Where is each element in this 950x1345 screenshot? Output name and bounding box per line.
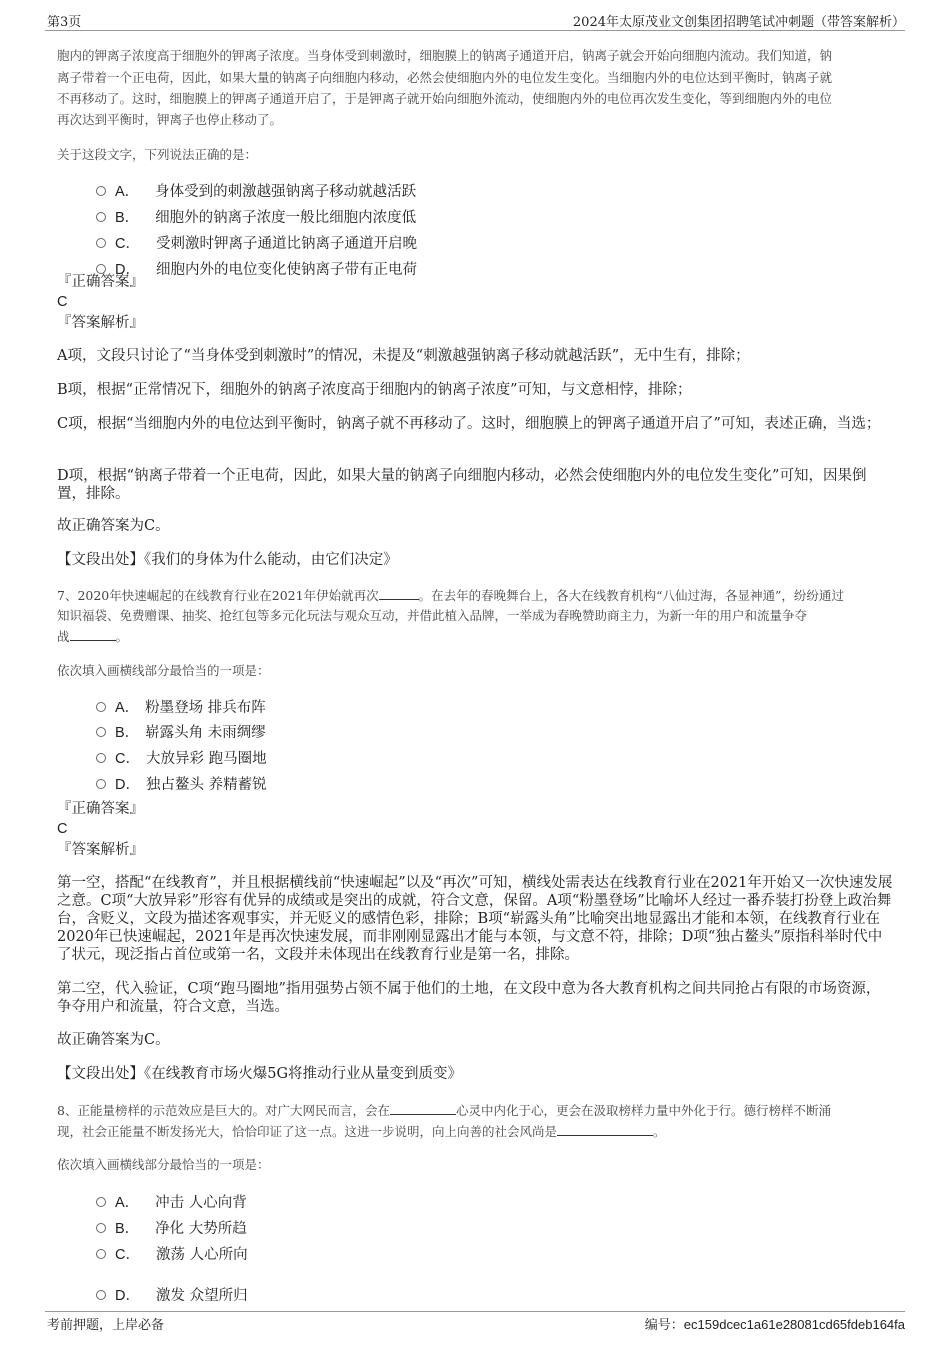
q8-option-c[interactable]: C． 激荡 人心所向 <box>96 1243 248 1264</box>
radio-icon[interactable] <box>96 779 106 789</box>
radio-icon[interactable] <box>96 212 106 222</box>
q6-analysis-c: C项，根据“当细胞内外的电位达到平衡时，钠离子就不再移动了。这时，细胞膜上的钾离子通道开启了”可知，表述正确，当选； <box>57 416 881 432</box>
q6-analysis-d: D项，根据“钠离子带着一个正电荷，因此，如果大量的钠离子向细胞内移动，必然会使细胞内外的电位发生变化”可知，因果倒置，排除。 <box>57 468 867 502</box>
q6-question: 关于这段文字，下列说法正确的是： <box>57 147 258 162</box>
footer-code: 编号：ec159dcec1a61e28081cd65fdeb164fa <box>644 1317 905 1333</box>
q6-answer: C <box>57 294 68 310</box>
q6-option-c[interactable]: C． 受刺激时钾离子通道比钠离子通道开启晚 <box>96 232 417 253</box>
q6-option-a[interactable]: A． 身体受到的刺激越强钠离子移动就越活跃 <box>96 180 416 201</box>
q6-passage-line: 再次达到平衡时，钾离子也停止移动了。 <box>57 112 283 127</box>
footer-slogan: 考前押题，上岸必备 <box>47 1318 165 1333</box>
q7-stem-line1: 7、2020年快速崛起的在线教育行业在2021年伊始就再次 。在去年的春晚舞台上，各大在线教育机构“八仙过海，各显神通”，纷纷通过 <box>57 588 844 603</box>
q6-source: 【文段出处】《我们的身体为什么能动，由它们决定》 <box>57 552 398 568</box>
q7-option-b[interactable]: B． 崭露头角 未雨绸缪 <box>96 721 266 742</box>
radio-icon[interactable] <box>96 1249 106 1259</box>
q7-analysis-1: 第一空，搭配“在线教育”，并且根据横线前“快速崛起”以及“再次”可知，横线处需表达在线教育行业在2021年开始又一次快速发展之意。C项“大放异彩”形容有优异的成绩或是突出的成就，符合文意，保留。A项“粉墨登场”比喻坏人经过一番乔装打扮登上政治舞台，含贬义，文段为描述客观事实，并无贬义的感情色彩，排除；B项“崭露头角”比喻突出地显露出才能和本领，在线教育行业在2020年已快速崛起，2021年是再次快速发展，而非刚刚显露出才能与本领，与文意不符，排除；D项“独占鳌头”原指科举时代中了状元，现泛指占首位或第一名，文段并未体现出在线教育行业是第一名，排除。 <box>57 875 893 963</box>
q7-question: 依次填入画横线部分最恰当的一项是： <box>57 663 270 678</box>
radio-icon[interactable] <box>96 753 106 763</box>
q7-answer-title: 『正确答案』 <box>57 801 144 817</box>
document-title: 2024年太原茂业文创集团招聘笔试冲刺题（带答案解析） <box>572 15 905 30</box>
radio-icon[interactable] <box>96 1197 106 1207</box>
q6-passage-line: 不再移动了。这时，细胞膜上的钾离子通道开启了，于是钾离子就开始向细胞外流动，使细胞内外的电位再次发生变化，等到细胞内外的电位 <box>57 91 833 106</box>
radio-icon[interactable] <box>96 1223 106 1233</box>
blank-line <box>379 586 419 600</box>
q7-analysis-2: 第二空，代入验证，C项“跑马圈地”指用强势占领不属于他们的土地，在文段中意为各大教育机构之间共同抢占有限的市场资源，争夺用户和流量，符合文意，当选。 <box>57 981 881 1015</box>
q7-answer: C <box>57 821 68 837</box>
header-divider <box>45 30 905 31</box>
q8-option-d[interactable]: D． 激发 众望所归 <box>96 1284 248 1305</box>
q6-answer-title: 『正确答案』 <box>57 274 144 290</box>
q8-question: 依次填入画横线部分最恰当的一项是： <box>57 1157 270 1172</box>
q7-source: 【文段出处】《在线教育市场火爆5G将推动行业从量变到质变》 <box>57 1066 463 1082</box>
radio-icon[interactable] <box>96 238 106 248</box>
q7-conclusion: 故正确答案为C。 <box>57 1032 170 1048</box>
q6-passage-line: 离子带着一个正电荷，因此，如果大量的钠离子向细胞内移动，必然会使细胞内外的电位发生变化。当细胞内外的电位达到平衡时，钠离子就 <box>57 70 833 85</box>
blank-line <box>390 1101 456 1115</box>
q7-stem-line2: 知识福袋、免费赠课、抽奖、抢红包等多元化玩法与观众互动，并借此植入品牌，一举成为春晚赞助商主力，为新一年的用户和流量争夺 <box>57 608 808 623</box>
q6-passage-line: 胞内的钾离子浓度高于细胞外的钾离子浓度。当身体受到刺激时，细胞膜上的钠离子通道开启，钠离子就会开始向细胞内流动。我们知道，钠 <box>57 48 833 63</box>
q6-analysis-title: 『答案解析』 <box>57 315 144 331</box>
q6-analysis-b: B项，根据“正常情况下，细胞外的钠离子浓度高于细胞内的钠离子浓度”可知，与文意相悖，排除； <box>57 382 692 398</box>
q6-option-d[interactable]: D． 细胞内外的电位变化使钠离子带有正电荷 <box>96 258 417 279</box>
q8-stem-line2: 现，社会正能量不断发扬光大，恰恰印证了这一点。这进一步说明，向上向善的社会风尚是 。 <box>57 1124 666 1139</box>
q6-conclusion: 故正确答案为C。 <box>57 518 170 534</box>
q7-option-d[interactable]: D． 独占鳌头 养精蓄锐 <box>96 773 267 794</box>
q8-option-a[interactable]: A． 冲击 人心向背 <box>96 1191 247 1212</box>
q6-analysis-a: A项，文段只讨论了“当身体受到刺激时”的情况，未提及“刺激越强钠离子移动就越活跃”，无中生有，排除； <box>57 348 750 364</box>
blank-line <box>70 627 116 641</box>
q8-option-b[interactable]: B． 净化 大势所趋 <box>96 1217 247 1238</box>
radio-icon[interactable] <box>96 727 106 737</box>
q7-option-c[interactable]: C． 大放异彩 跑马圈地 <box>96 747 267 768</box>
radio-icon[interactable] <box>96 1290 106 1300</box>
radio-icon[interactable] <box>96 186 106 196</box>
q7-analysis-title: 『答案解析』 <box>57 842 144 858</box>
radio-icon[interactable] <box>96 702 106 712</box>
q6-option-b[interactable]: B． 细胞外的钠离子浓度一般比细胞内浓度低 <box>96 206 416 227</box>
q8-stem-line1: 8、正能量榜样的示范效应是巨大的。对广大网民而言，会在 心灵中内化于心，更会在汲取榜样力量中外化于行。德行榜样不断涌 <box>57 1103 831 1118</box>
footer-divider <box>45 1311 905 1312</box>
page-number: 第3页 <box>47 15 82 30</box>
q7-option-a[interactable]: A． 粉墨登场 排兵布阵 <box>96 696 266 717</box>
blank-line <box>557 1122 653 1136</box>
q7-stem-line3: 战 。 <box>57 629 129 644</box>
